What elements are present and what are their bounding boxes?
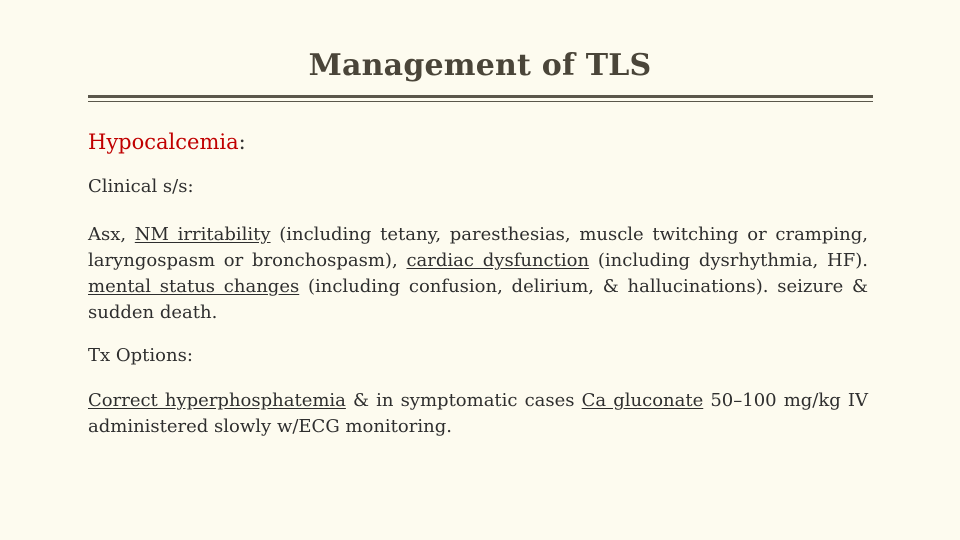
treatment-term-ca-gluconate: Ca gluconate: [581, 390, 704, 411]
title-divider-thick: [88, 95, 873, 98]
section-heading-label: Hypocalcemia: [88, 130, 239, 154]
clinical-term-cardiac-dysfunction: cardiac dysfunction: [406, 250, 590, 271]
clinical-term-mental-status: mental status changes: [88, 276, 300, 297]
clinical-text-2: (including tetany, paresthesias, muscle twitching or cramping, laryngospasm or bronchospasm),: [88, 224, 868, 271]
section-heading-colon: :: [238, 130, 246, 154]
treatment-text-2: 50–100 mg/kg IV administered slowly w/ECG monitoring.: [88, 390, 868, 437]
treatment-term-hyperphosphatemia: Correct hyperphosphatemia: [88, 390, 346, 411]
clinical-paragraph: [88, 222, 868, 326]
treatment-heading: Tx Options:: [88, 345, 193, 366]
clinical-term-nm-irritability: NM irritability: [134, 224, 271, 245]
clinical-text-4: (including confusion, delirium, & hallucinations). seizure & sudden death.: [88, 276, 868, 323]
title-divider-thin: [88, 101, 873, 102]
treatment-paragraph: [88, 388, 868, 440]
clinical-text-3: (including dysrhythmia, HF).: [589, 250, 868, 271]
page-title: Management of TLS: [308, 48, 652, 83]
treatment-text-1: & in symptomatic cases: [345, 390, 582, 411]
section-heading: [88, 130, 246, 154]
clinical-text-1: Asx,: [88, 224, 135, 245]
clinical-heading: Clinical s/s:: [88, 176, 194, 197]
